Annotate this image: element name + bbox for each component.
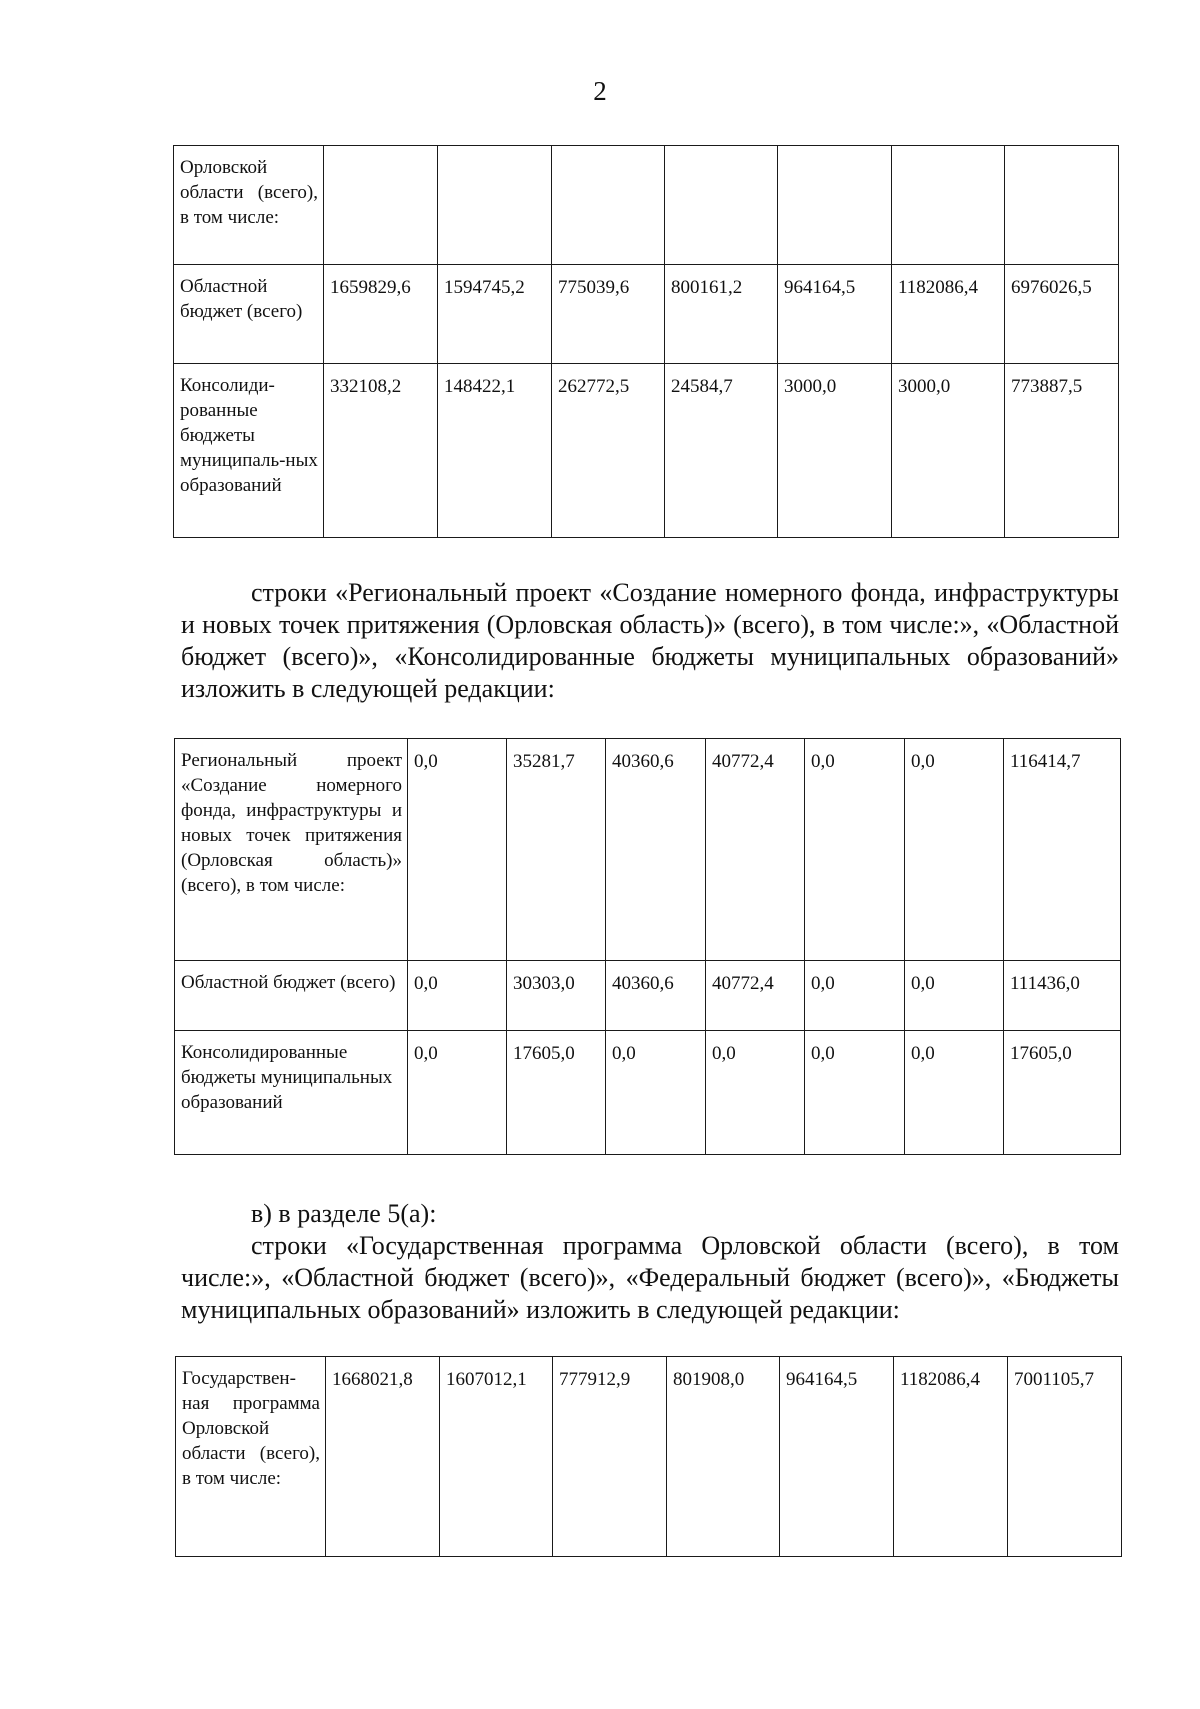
table-cell: 1182086,4 bbox=[892, 265, 1005, 364]
table-cell: 3000,0 bbox=[892, 364, 1005, 538]
table-cell: 0,0 bbox=[408, 1031, 507, 1155]
row-label: Консолидированные бюджеты муниципальных образований bbox=[175, 1031, 408, 1155]
table-cell: 1594745,2 bbox=[438, 265, 552, 364]
section-heading: в) в разделе 5(а): bbox=[251, 1199, 437, 1228]
table-cell: 777912,9 bbox=[553, 1357, 667, 1557]
table-cell: 35281,7 bbox=[507, 739, 606, 961]
table-cell: 773887,5 bbox=[1005, 364, 1119, 538]
table-cell: 24584,7 bbox=[665, 364, 778, 538]
table-cell: 40772,4 bbox=[706, 961, 805, 1031]
table-cell: 0,0 bbox=[905, 961, 1004, 1031]
table-cell: 775039,6 bbox=[552, 265, 665, 364]
row-label: Консолиди-рованные бюджеты муниципаль-ных образований bbox=[174, 364, 324, 538]
table-cell: 262772,5 bbox=[552, 364, 665, 538]
table-cell: 0,0 bbox=[706, 1031, 805, 1155]
table-cell: 0,0 bbox=[408, 961, 507, 1031]
table-cell: 801908,0 bbox=[667, 1357, 780, 1557]
budget-table-2 bbox=[174, 738, 1121, 1155]
row-label: Областной бюджет (всего) bbox=[174, 265, 324, 364]
table-cell: 40360,6 bbox=[606, 739, 706, 961]
table-row bbox=[176, 1357, 1122, 1557]
row-label: Государствен-ная программа Орловской области (всего), в том числе: bbox=[176, 1357, 326, 1557]
paragraph-text: строки «Региональный проект «Создание номерного фонда, инфраструктуры и новых точек притяжения (Орловская область)» (всего), в том числе:», «Областной бюджет (всего)», «Консолидированные бюджеты муниципальных образований» изложить в следующей редакции: bbox=[181, 578, 1119, 703]
table-cell: 116414,7 bbox=[1004, 739, 1121, 961]
table-cell: 17605,0 bbox=[1004, 1031, 1121, 1155]
table-row bbox=[175, 961, 1121, 1031]
table-cell: 0,0 bbox=[905, 1031, 1004, 1155]
table-row bbox=[175, 739, 1121, 961]
table-cell: 800161,2 bbox=[665, 265, 778, 364]
table-cell: 1607012,1 bbox=[440, 1357, 553, 1557]
table-row bbox=[174, 364, 1119, 538]
table-cell: 17605,0 bbox=[507, 1031, 606, 1155]
budget-table-1 bbox=[173, 145, 1119, 538]
table-cell bbox=[892, 146, 1005, 265]
table-cell: 332108,2 bbox=[324, 364, 438, 538]
table-cell: 1182086,4 bbox=[894, 1357, 1008, 1557]
table-cell: 0,0 bbox=[805, 1031, 905, 1155]
table-cell: 148422,1 bbox=[438, 364, 552, 538]
table-cell: 30303,0 bbox=[507, 961, 606, 1031]
table-cell bbox=[1005, 146, 1119, 265]
budget-table-3 bbox=[175, 1356, 1122, 1557]
table-cell: 964164,5 bbox=[778, 265, 892, 364]
row-label: Областной бюджет (всего) bbox=[175, 961, 408, 1031]
table-cell: 0,0 bbox=[606, 1031, 706, 1155]
amendment-paragraph-2 bbox=[181, 1230, 1119, 1326]
table-cell bbox=[324, 146, 438, 265]
table-cell bbox=[438, 146, 552, 265]
table-cell: 6976026,5 bbox=[1005, 265, 1119, 364]
table-cell: 0,0 bbox=[805, 739, 905, 961]
table-cell: 0,0 bbox=[805, 961, 905, 1031]
table-cell: 111436,0 bbox=[1004, 961, 1121, 1031]
row-label: Орловской области (всего), в том числе: bbox=[174, 146, 324, 265]
paragraph-text: строки «Государственная программа Орловской области (всего), в том числе:», «Областной бюджет (всего)», «Федеральный бюджет (всего)», «Бюджеты муниципальных образований» изложить в следующей редакции: bbox=[181, 1231, 1119, 1324]
table-cell: 1659829,6 bbox=[324, 265, 438, 364]
table-cell: 0,0 bbox=[905, 739, 1004, 961]
table-cell: 7001105,7 bbox=[1008, 1357, 1122, 1557]
table-cell bbox=[665, 146, 778, 265]
table-cell: 964164,5 bbox=[780, 1357, 894, 1557]
table-cell: 40772,4 bbox=[706, 739, 805, 961]
table-row bbox=[174, 265, 1119, 364]
page-number: 2 bbox=[593, 76, 607, 106]
table-row bbox=[175, 1031, 1121, 1155]
table-cell: 0,0 bbox=[408, 739, 507, 961]
table-cell bbox=[552, 146, 665, 265]
table-cell: 40360,6 bbox=[606, 961, 706, 1031]
table-cell: 1668021,8 bbox=[326, 1357, 440, 1557]
table-cell: 3000,0 bbox=[778, 364, 892, 538]
amendment-paragraph-1 bbox=[181, 577, 1119, 705]
row-label: Региональный проект «Создание номерного фонда, инфраструктуры и новых точек притяжения (Орловская область)» (всего), в том числе: bbox=[175, 739, 408, 961]
table-row bbox=[174, 146, 1119, 265]
table-cell bbox=[778, 146, 892, 265]
